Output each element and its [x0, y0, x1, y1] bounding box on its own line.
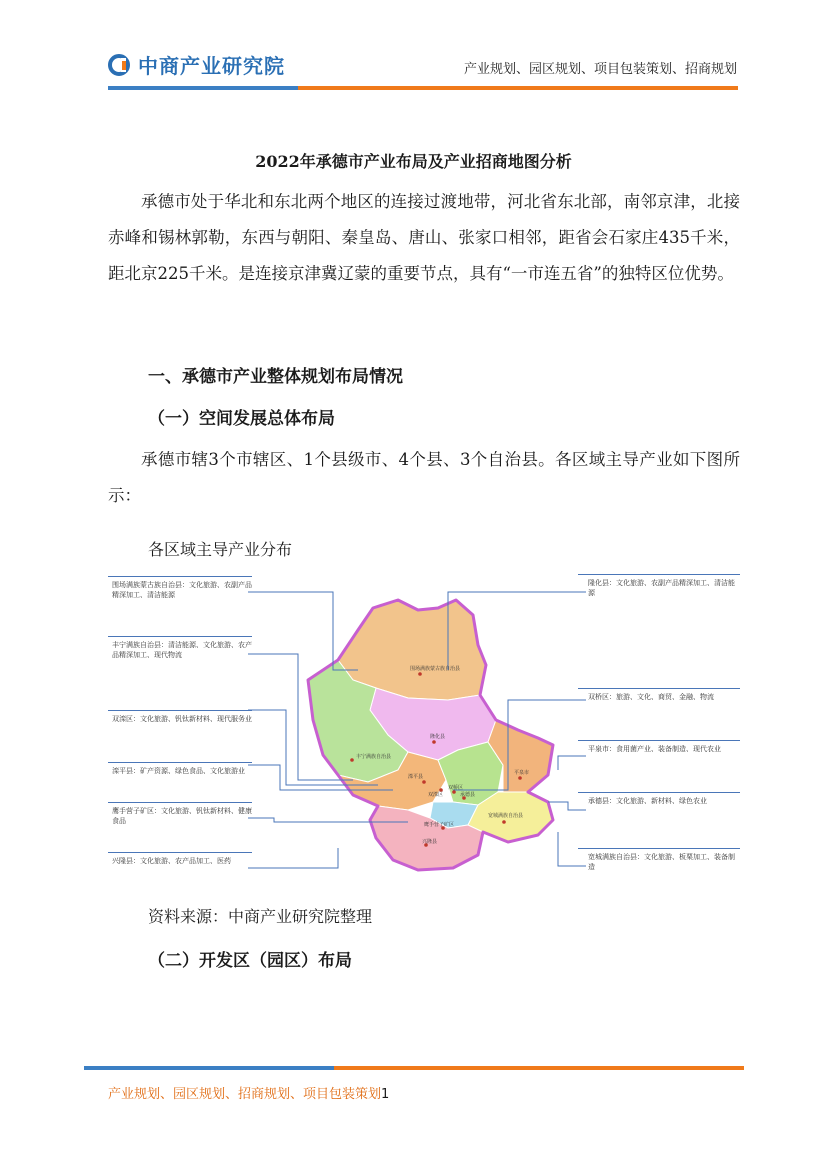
- leader-pingquan: [558, 756, 586, 770]
- industry-map-figure: [108, 570, 740, 882]
- page-number: 1: [381, 1087, 390, 1102]
- place-weichang: 围场满族蒙古族自治县: [410, 666, 461, 672]
- place-dot-longhua: [432, 740, 436, 744]
- footer-tagline-text: 产业规划、园区规划、招商规划、项目包装策划: [108, 1087, 382, 1102]
- logo: [108, 50, 285, 79]
- subsection-heading-2: （二）开发区（园区）布局: [148, 951, 352, 971]
- figure-caption: 各区域主导产业分布: [148, 540, 293, 559]
- map-label-weichang: 围场满族蒙古族自治县：文化旅游、农副产品精深加工、清洁能源: [108, 576, 252, 600]
- place-fengning: 丰宁满族自治县: [356, 754, 392, 760]
- place-luanping: 滦平县: [408, 774, 424, 780]
- figure-source: 资料来源：中商产业研究院整理: [148, 907, 373, 926]
- map-svg: [108, 570, 740, 882]
- footer-tagline: [108, 1083, 389, 1102]
- subsection-heading-1: （一）空间发展总体布局: [148, 409, 335, 429]
- intro-paragraph: 承德市处于华北和东北两个地区的连接过渡地带，河北省东北部，南邻京津，北接赤峰和锡林郭勒，东西与朝阳、秦皇岛、唐山、张家口相邻，距省会石家庄435千米，距北京225千米。是连接京津冀辽蒙的重要节点，具有“一市连五省”的独特区位优势。: [108, 192, 740, 283]
- subsection-1-body: 承德市辖3个市辖区、1个县级市、4个县、3个自治县。各区域主导产业如下图所示：: [108, 450, 740, 505]
- map-label-fengning: 丰宁满族自治县：清洁能源、文化旅游、农产品精深加工、现代物流: [108, 636, 252, 660]
- map-label-shuangluan: 双滦区：文化旅游、钒钛新材料、现代服务业: [108, 710, 252, 724]
- header-rule-blue: [108, 86, 298, 90]
- map-label-shuangqiao: 双桥区：旅游、文化、商贸、金融、物流: [578, 688, 740, 702]
- place-dot-weichang: [418, 672, 422, 676]
- logo-text: 中商产业研究院: [138, 54, 285, 78]
- place-dot-pingquan: [518, 776, 522, 780]
- place-shuangqiao: 双桥区: [448, 785, 464, 791]
- map-label-kuancheng: 宽城满族自治县：文化旅游、板栗加工、装备制造: [578, 848, 740, 872]
- header-tagline: 产业规划、园区规划、项目包装策划、招商规划: [463, 62, 737, 77]
- map-label-pingquan: 平泉市：食用菌产业、装备制造、现代农业: [578, 740, 740, 754]
- place-longhua: 隆化县: [430, 734, 446, 740]
- leader-xinglong: [248, 848, 338, 868]
- document-title: 2022年承德市产业布局及产业招商地图分析: [255, 152, 572, 171]
- map-label-chengde: 承德县：文化旅游、新材料、绿色农业: [578, 792, 740, 806]
- place-dot-luanping: [422, 780, 426, 784]
- header-rule-orange: [298, 86, 738, 90]
- map-label-xinglong: 兴隆县：文化旅游、农产品加工、医药: [108, 852, 252, 866]
- place-dot-fengning: [350, 758, 354, 762]
- section-heading-1: 一、承德市产业整体规划布局情况: [148, 367, 403, 387]
- place-xinglong: 兴隆县: [422, 839, 438, 845]
- place-pingquan: 平泉市: [514, 770, 530, 776]
- logo-mark-icon: [108, 53, 132, 77]
- place-dot-kuancheng: [502, 820, 506, 824]
- footer-rule-orange: [334, 1066, 744, 1070]
- map-label-yingshouyingzi: 鹰手营子矿区：文化旅游、钒钛新材料、健康食品: [108, 802, 252, 826]
- place-shuangluan: 双滦区: [428, 792, 444, 798]
- place-kuancheng: 宽城满族自治县: [488, 813, 524, 819]
- footer-rule-blue: [84, 1066, 334, 1070]
- map-label-luanping: 滦平县：矿产资源、绿色食品、文化旅游业: [108, 762, 252, 776]
- map-label-longhua: 隆化县：文化旅游、农副产品精深加工、清洁能源: [578, 574, 740, 598]
- place-yingshouyingzi: 鹰手营子矿区: [424, 822, 455, 828]
- place-chengde: 承德县: [460, 792, 476, 798]
